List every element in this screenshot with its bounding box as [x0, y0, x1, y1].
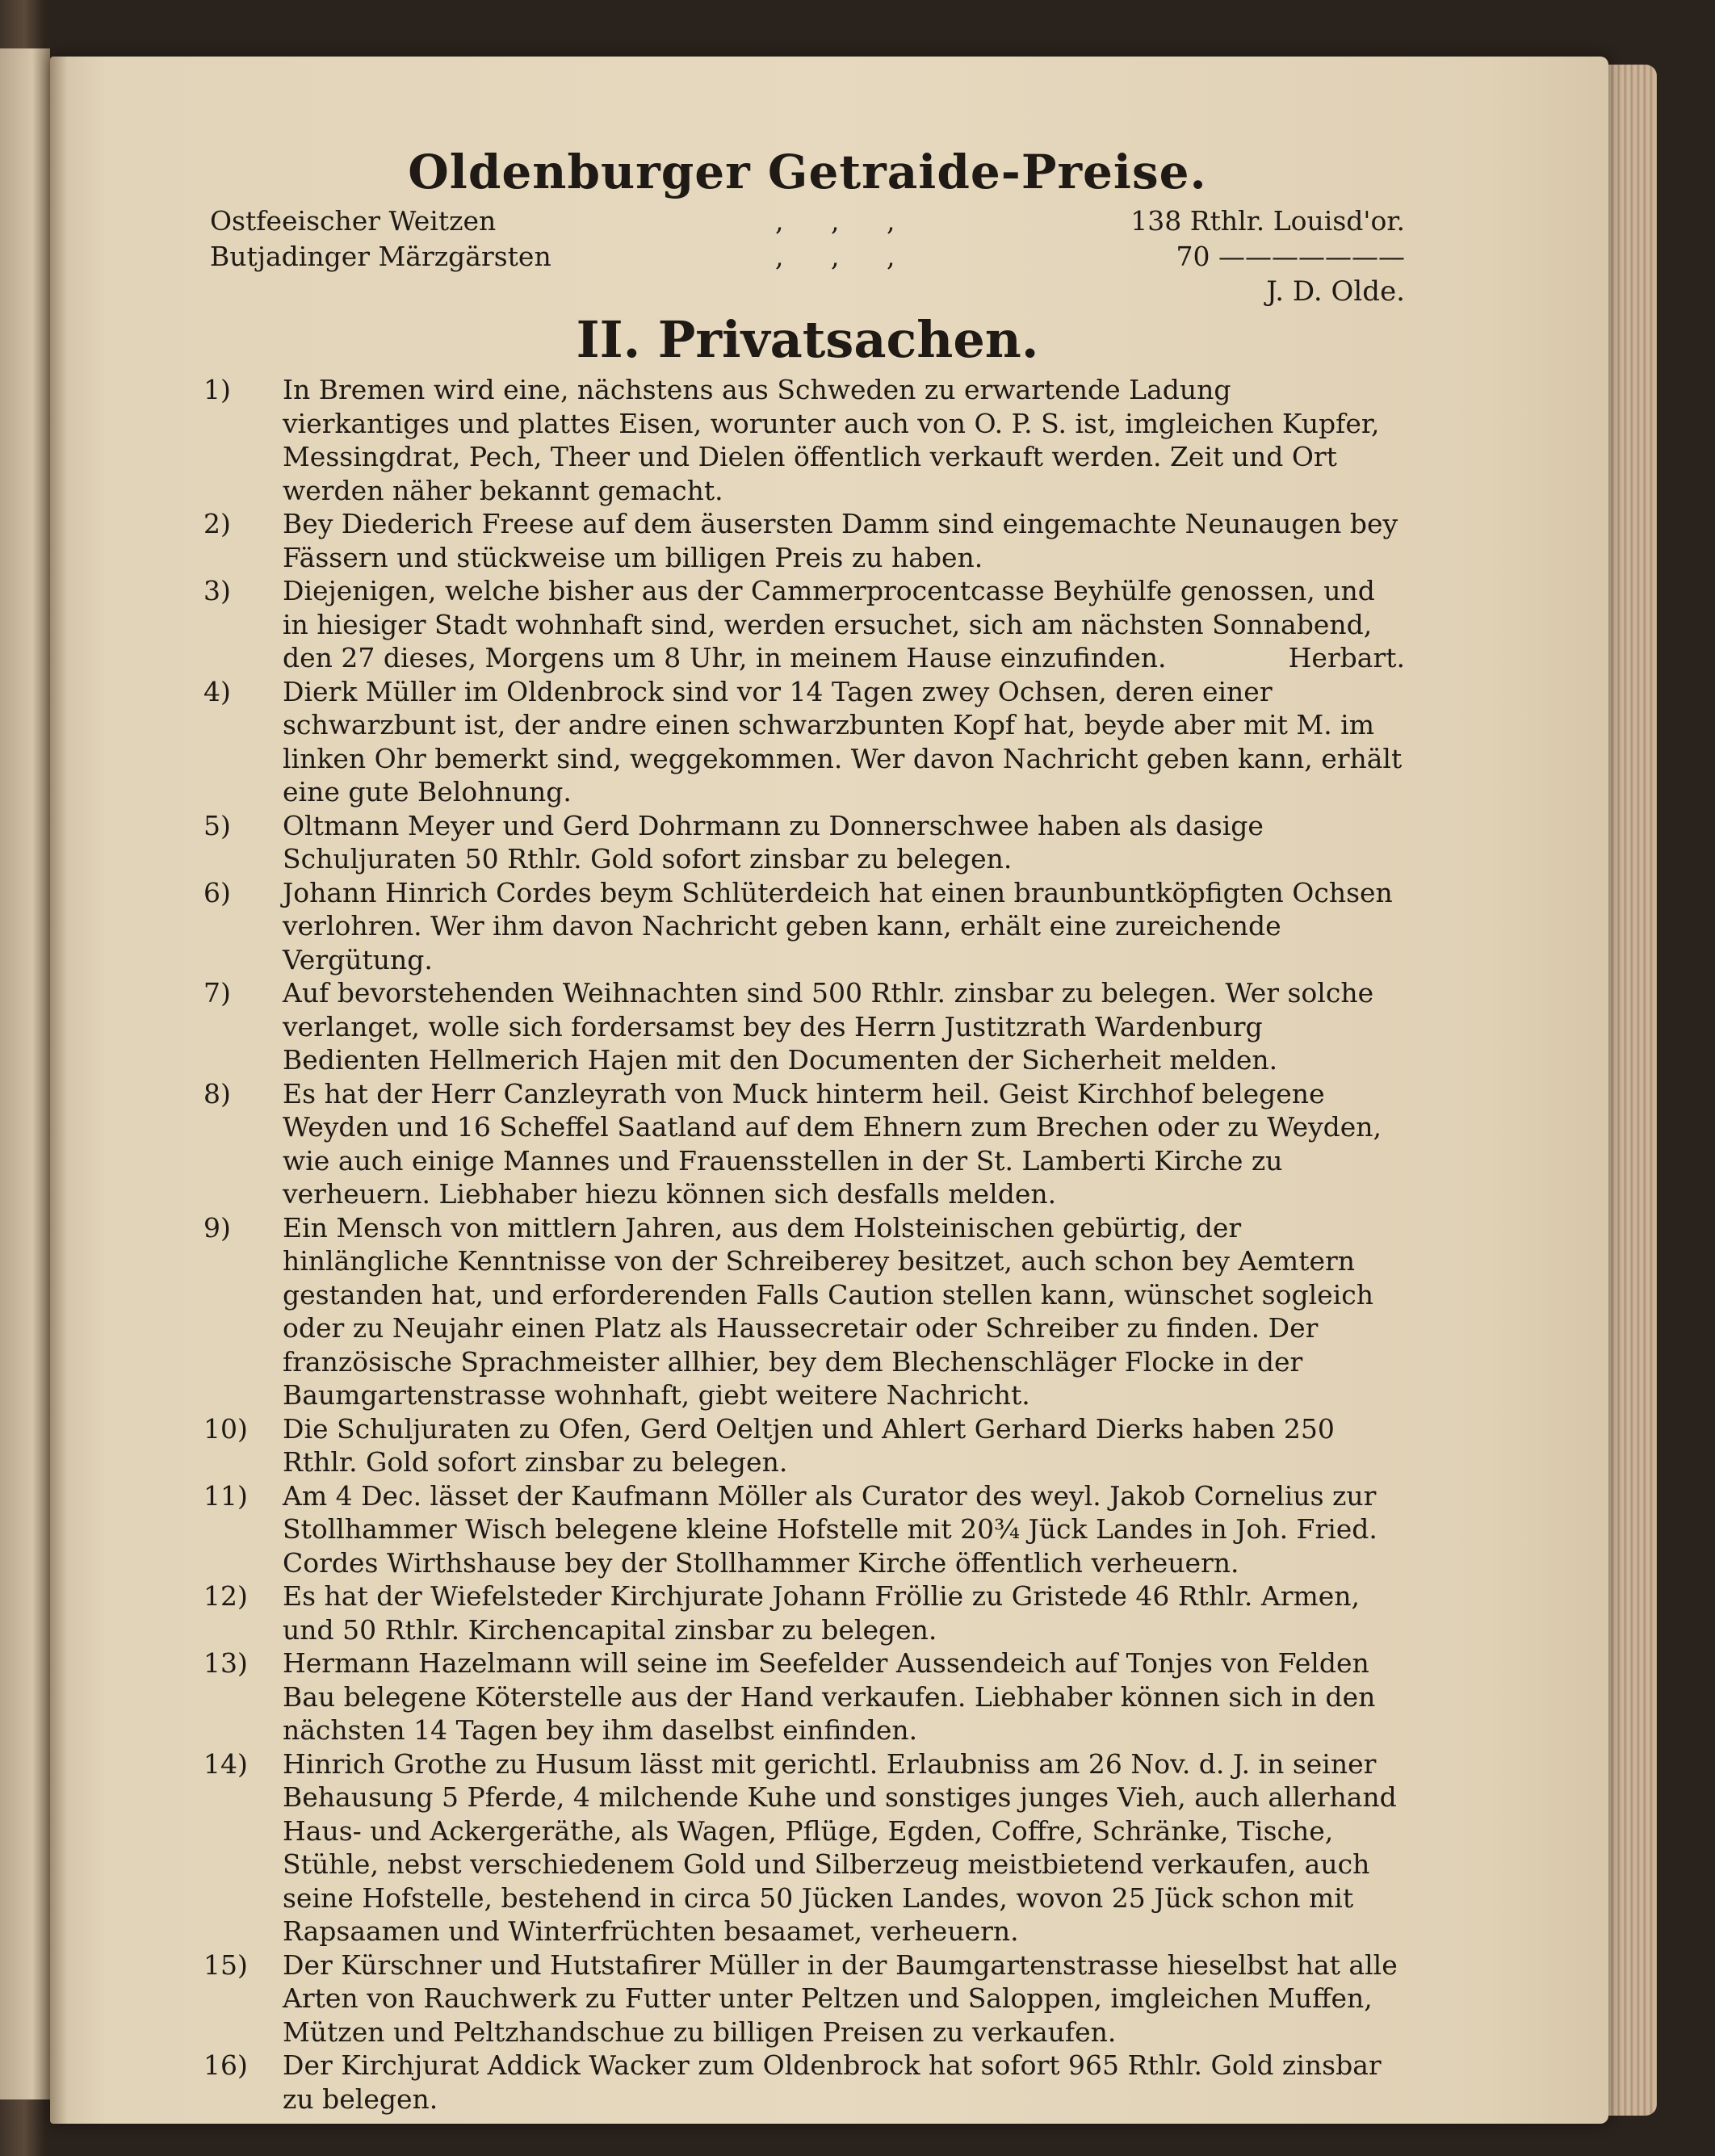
notice-text: Hinrich Grothe zu Husum lässt mit gerichtl. Erlaubniss am 26 Nov. d. J. in seiner Behausung 5 Pferde, 4 milchende Kuhe und sonstiges junges Vieh, auch allerhand Haus- und Ackergeräthe, als Wagen, Pflüge, Egden, Coffre, Schränke, Tische, Stühle, nebst verschiedenem Gold und Silberzeug meistbietend verkaufen, auch seine Hofstelle, bestehend in circa 50 Jücken Landes, wovon 25 Jück schon mit Rapsaamen und Winterfrüchten besaamet, verheuern.: [283, 1747, 1397, 1947]
price-row: [210, 203, 1405, 239]
notice-number: 12): [203, 1580, 248, 1612]
notice-text: Johann Hinrich Cordes beym Schlüterdeich hat einen braunbuntköpfigten Ochsen verlohren. Wer ihm davon Nachricht geben kann, erhält eine zureichende Vergütung.: [283, 876, 1393, 975]
notice-item: [203, 1479, 1405, 1580]
notice-text: Diejenigen, welche bisher aus der Cammerprocentcasse Beyhülfe genossen, und in hiesiger Stadt wohnhaft sind, werden ersuchet, sich am nächsten Sonnabend, den 27 dieses, Morgens um 8 Uhr, in meinem Hause einzufinden.: [283, 575, 1375, 673]
notice-text: Bey Diederich Freese auf dem äusersten Damm sind eingemachte Neunaugen bey Fässern und stückweise um billigen Preis zu haben.: [283, 508, 1398, 573]
notice-number: 7): [203, 977, 231, 1009]
notice-item: [203, 1579, 1405, 1646]
notice-text: Auf bevorstehenden Weihnachten sind 500 Rthlr. zinsbar zu belegen. Wer solche verlanget, wolle sich fordersamst bey des Herrn Justitzrath Wardenburg Bedienten Hellmerich Hajen mit den Documenten der Sicherheit melden.: [283, 977, 1374, 1076]
notice-number: 2): [203, 508, 231, 539]
notice-text: Der Kürschner und Hutstafirer Müller in der Baumgartenstrasse hieselbst hat alle Arten von Rauchwerk zu Futter unter Peltzen und Saloppen, imgleichen Muffen, Mützen und Peltzhandschue zu billigen Preisen zu verkaufen.: [283, 1948, 1398, 2048]
price-leader: , , ,: [775, 205, 915, 237]
notice-item: [203, 876, 1405, 977]
notice-text: Die Schuljuraten zu Ofen, Gerd Oeltjen und Ahlert Gerhard Dierks haben 250 Rthlr. Gold sofort zinsbar zu belegen.: [283, 1412, 1335, 1478]
notice-item: [203, 809, 1405, 876]
notice-number: 1): [203, 374, 231, 405]
notice-number: 15): [203, 1948, 248, 1981]
notice-text: Dierk Müller im Oldenbrock sind vor 14 Tagen zwey Ochsen, deren einer schwarzbunt ist, der andre einen schwarzbunten Kopf hat, beyde aber mit M. im linken Ohr bemerkt sind, weggekommen. Wer davon Nachricht geben kann, erhält eine gute Belohnung.: [283, 675, 1403, 807]
notice-text: Am 4 Dec. lässet der Kaufmann Möller als Curator des weyl. Jakob Cornelius zur Stollhammer Wisch belegene kleine Hofstelle mit 20¾ Jück Landes in Joh. Fried. Cordes Wirthshause bey der Stollhammer Kirche öffentlich verheuern.: [283, 1479, 1377, 1579]
notice-text: Hermann Hazelmann will seine im Seefelder Aussendeich auf Tonjes von Felden Bau belegene Köterstelle aus der Hand verkaufen. Liebhaber können sich in den nächsten 14 Tagen bey ihm daselbst einfinden.: [283, 1647, 1376, 1746]
notice-list: [203, 373, 1405, 2116]
notice-signature: Herbart.: [1288, 642, 1405, 673]
notice-item: [203, 675, 1405, 809]
left-page-edge: [0, 48, 50, 2099]
notice-item: [203, 1211, 1405, 1412]
price-signature: J. D. Olde.: [1266, 275, 1405, 308]
price-label: Ostfeeischer Weitzen: [210, 205, 497, 237]
notice-item: [203, 1077, 1405, 1211]
price-list-title: Oldenburger Getraide-Preise.: [408, 145, 1207, 199]
notice-text: Es hat der Herr Canzleyrath von Muck hinterm heil. Geist Kirchhof belegene Weyden und 16 Scheffel Saatland auf dem Ehnern zum Brechen oder zu Weyden, wie auch einige Mannes und Frauensstellen in der St. Lamberti Kirche zu verheuern. Liebhaber hiezu können sich desfalls melden.: [283, 1077, 1382, 1210]
notice-item: [203, 1747, 1405, 1948]
notice-item: [203, 1948, 1405, 2049]
price-leader: , , ,: [775, 241, 915, 272]
notice-number: 3): [203, 575, 231, 606]
price-label: Butjadinger Märzgärsten: [210, 241, 551, 272]
page-content: [203, 145, 1405, 2115]
notice-text: Es hat der Wiefelsteder Kirchjurate Johann Fröllie zu Gristede 46 Rthlr. Armen, und 50 Rthlr. Kirchencapital zinsbar zu belegen.: [283, 1580, 1361, 1646]
price-value: 70 ———————: [1176, 241, 1405, 272]
notice-item: [203, 373, 1405, 507]
notice-number: 8): [203, 1077, 231, 1109]
notice-item: [203, 1646, 1405, 1747]
notice-number: 4): [203, 675, 231, 707]
notice-item: [203, 507, 1405, 574]
notice-item: [203, 1412, 1405, 1479]
notice-item: [203, 2049, 1405, 2116]
notice-number: 6): [203, 876, 231, 908]
notice-text: Ein Mensch von mittlern Jahren, aus dem Holsteinischen gebürtig, der hinlängliche Kenntnisse von der Schreiberey besitzet, auch schon bey Aemtern gestanden hat, und erforderenden Falls Caution stellen kann, wünschet sogleich oder zu Neujahr einen Platz als Haussecretair oder Schreiber zu finden. Der französische Sprachmeister allhier, bey dem Blechenschläger Flocke in der Baumgartenstrasse wohnhaft, giebt weitere Nachricht.: [283, 1211, 1373, 1411]
notice-text: Der Kirchjurat Addick Wacker zum Oldenbrock hat sofort 965 Rthlr. Gold zinsbar zu belegen.: [283, 2049, 1382, 2115]
price-value: 138 Rthlr. Louisd'or.: [1130, 205, 1405, 237]
notice-number: 13): [203, 1647, 248, 1679]
page-stack-edge: [1608, 65, 1657, 2116]
notice-item: [203, 976, 1405, 1077]
notice-text: Oltmann Meyer und Gerd Dohrmann zu Donnerschwee haben als dasige Schuljuraten 50 Rthlr. Gold sofort zinsbar zu belegen.: [283, 809, 1264, 875]
section-title: II. Privatsachen.: [576, 310, 1039, 369]
price-row: [210, 239, 1405, 275]
notice-number: 9): [203, 1211, 231, 1244]
notice-number: 11): [203, 1479, 248, 1512]
notice-number: 16): [203, 2049, 248, 2081]
notice-number: 14): [203, 1747, 248, 1780]
notice-number: 5): [203, 809, 231, 841]
notice-number: 10): [203, 1412, 248, 1445]
notice-item: [203, 574, 1405, 675]
notice-text: In Bremen wird eine, nächstens aus Schweden zu erwartende Ladung vierkantiges und plattes Eisen, worunter auch von O. P. S. ist, imgleichen Kupfer, Messingdrat, Pech, Theer und Dielen öffentlich verkauft werden. Zeit und Ort werden näher bekannt gemacht.: [283, 374, 1380, 506]
